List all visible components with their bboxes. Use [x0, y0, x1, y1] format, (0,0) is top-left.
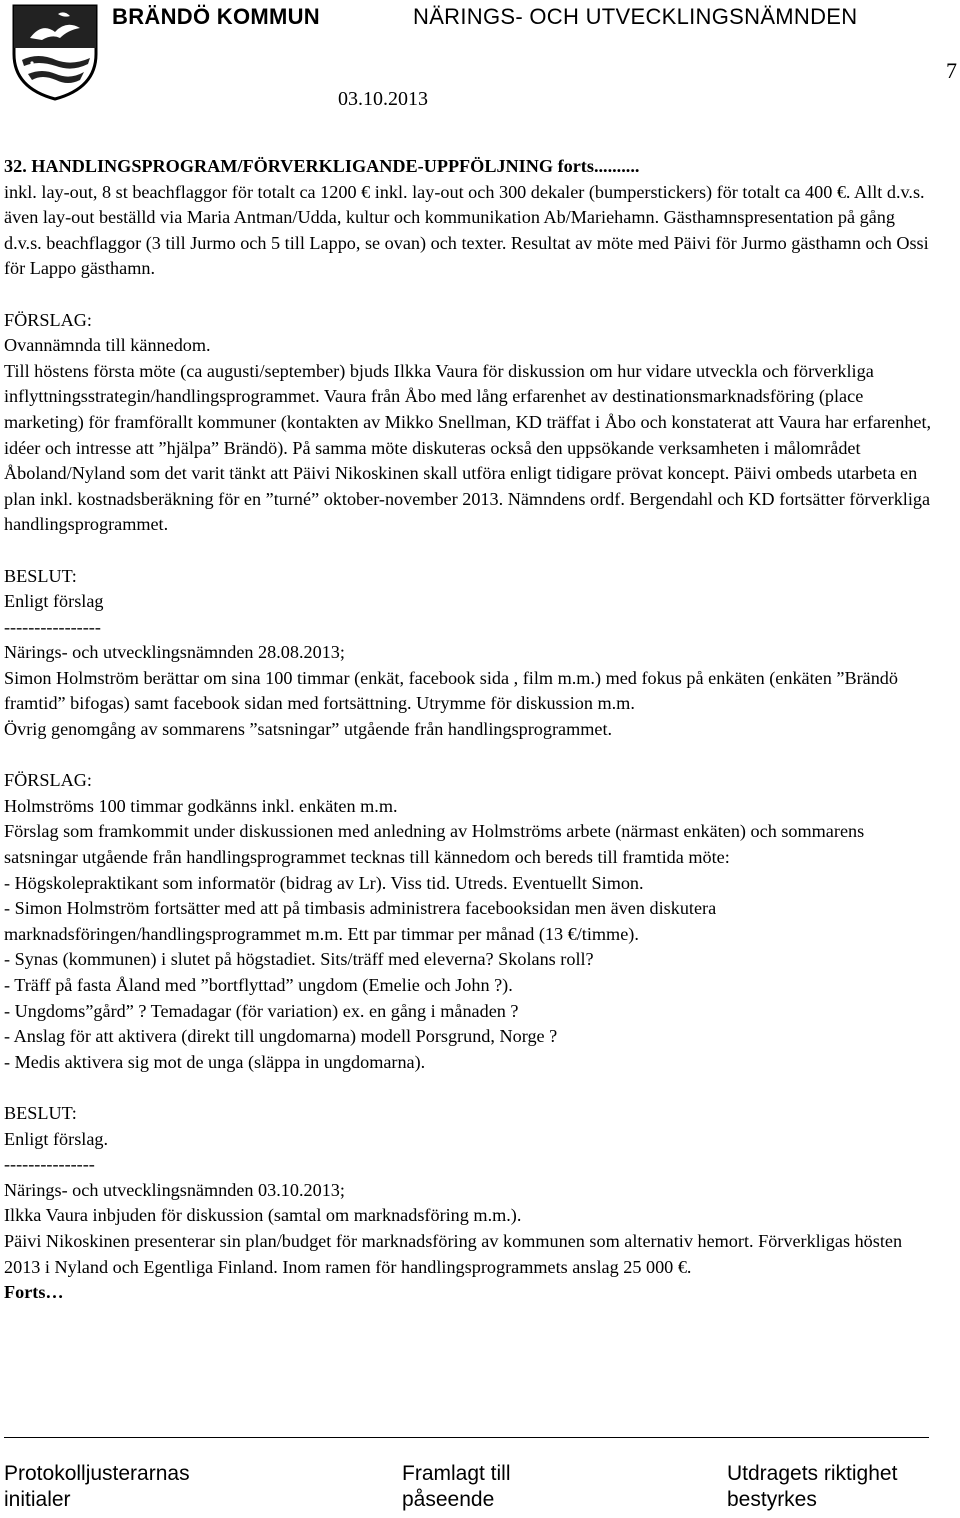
- list-item: - Anslag för att aktivera (direkt till ungdomarna) modell Porsgrund, Norge ?: [4, 1026, 558, 1047]
- page-number: 7: [946, 58, 957, 83]
- meeting-reference: Närings- och utvecklingsnämnden 03.10.2013;: [4, 1179, 345, 1200]
- minutes-body: [4, 154, 934, 1306]
- municipal-crest-icon: [8, 2, 102, 102]
- footer-label: påseende: [402, 1488, 495, 1511]
- footer-label: Protokolljusterarnas: [4, 1462, 190, 1485]
- section-heading: 32. HANDLINGSPROGRAM/FÖRVERKLIGANDE-UPPFÖLJNING forts..........: [4, 156, 640, 176]
- paragraph: Päivi Nikoskinen presenterar sin plan/budget för marknadsföring av kommunen som alternativ hemort. Förverkligas hösten 2013 i Nyland och Egentliga Finland. Inom ramen för handlingsprogrammets anslag 25 000 €.: [4, 1230, 903, 1277]
- decision-heading: BESLUT:: [4, 565, 77, 586]
- paragraph: Simon Holmström berättar om sina 100 timmar (enkät, facebook sida , film m.m.) med fokus på enkäten (enkäten ”Brändö framtid” bifogas) samt facebook sidan med fortsättning. Utrymme för diskussion m.m.: [4, 667, 898, 714]
- meeting-reference: Närings- och utvecklingsnämnden 28.08.2013;: [4, 642, 345, 663]
- footer-certified: [727, 1461, 897, 1513]
- footer-label: initialer: [4, 1488, 71, 1511]
- list-item: - Träff på fasta Åland med ”bortflyttad” ungdom (Emelie och John ?).: [4, 975, 513, 995]
- footer-label: bestyrkes: [727, 1488, 817, 1511]
- list-item: - Synas (kommunen) i slutet på högstadiet. Sits/träff med eleverna? Skolans roll?: [4, 949, 594, 970]
- paragraph: Förslag som framkommit under diskussionen med anledning av Holmströms arbete (närmast enkäten) och sommarens satsningar utgående från handlingsprogrammet tecknas till kännedom och bereds till framtida möte:: [4, 821, 865, 868]
- footer-label: Framlagt till: [402, 1462, 511, 1485]
- paragraph: Till höstens första möte (ca augusti/september) bjuds Ilkka Vaura för diskussion om hur vidare utveckla och förverkliga inflyttningsstrategin/handlingsprogrammet. Vaura från Åbo med lång erfarenhet av destinationsmarknadsföring (place marketing) för framförallt kommuner (kontakten av Mikko Snellman, KD träffat i Åbo och konstaterat att Vaura har erfarenhet, idéer och intresse att ”hjälpa” Brändö). På samma möte diskuteras också den uppsökande verksamheten i målområdet Åboland/Nyland som det varit tänkt att Päivi Nikoskinen skall utföra enligt tidigare prövat koncept. Päivi ombeds utarbeta en plan inkl. kostnadsberäkning för en ”turné” oktober-november 2013. Nämndens ordf. Bergendahl och KD fortsätter förverkliga handlingsprogrammet.: [4, 360, 932, 535]
- footer-label: Utdragets riktighet: [727, 1462, 898, 1485]
- decision-heading: BESLUT:: [4, 1102, 77, 1123]
- continued-marker: Forts…: [4, 1282, 64, 1303]
- paragraph: Enligt förslag: [4, 591, 104, 612]
- page-header: [0, 0, 960, 120]
- list-item: - Simon Holmström fortsätter med att på timbasis administrera facebooksidan men även diskutera marknadsföringen/handlingsprogrammet m.m. Ett par timmar per månad (13 €/timme).: [4, 898, 717, 944]
- meeting-date: 03.10.2013: [338, 88, 428, 110]
- paragraph: Ilkka Vaura inbjuden för diskussion (samtal om marknadsföring m.m.).: [4, 1205, 522, 1226]
- municipality-name: BRÄNDÖ KOMMUN: [112, 4, 320, 29]
- committee-name: NÄRINGS- OCH UTVECKLINGSNÄMNDEN: [413, 4, 858, 29]
- paragraph: Övrig genomgång av sommarens ”satsningar” utgående från handlingsprogrammet.: [4, 719, 613, 740]
- separator: ---------------: [4, 1154, 95, 1175]
- paragraph: Enligt förslag.: [4, 1128, 109, 1149]
- list-item: - Ungdoms”gård” ? Temadagar (för variation) ex. en gång i månaden ?: [4, 1000, 519, 1021]
- proposal-heading: FÖRSLAG:: [4, 309, 92, 330]
- separator: ----------------: [4, 616, 101, 637]
- list-item: - Medis aktivera sig mot de unga (släppa in ungdomarna).: [4, 1051, 426, 1072]
- footer-initials: [4, 1461, 190, 1513]
- list-item: - Högskolepraktikant som informatör (bidrag av Lr). Viss tid. Utreds. Eventuellt Simon.: [4, 872, 644, 893]
- footer-displayed: [402, 1461, 511, 1513]
- footer-divider: [4, 1437, 929, 1438]
- paragraph: Holmströms 100 timmar godkänns inkl. enkäten m.m.: [4, 795, 398, 816]
- paragraph: Ovannämnda till kännedom.: [4, 335, 211, 356]
- paragraph: inkl. lay-out, 8 st beachflaggor för totalt ca 1200 € inkl. lay-out och 300 dekaler (bumperstickers) för totalt ca 400 €. Allt d.v.s. även lay-out beställd via Maria Antman/Udda, kultur och kommunikation Ab/Mariehamn. Gästhamnspresentation på gång d.v.s. beachflaggor (3 till Jurmo och 5 till Lappo, se ovan) och texter. Resultat av möte med Päivi för Jurmo gästhamn och Ossi för Lappo gästhamn.: [4, 181, 929, 279]
- proposal-heading: FÖRSLAG:: [4, 770, 92, 791]
